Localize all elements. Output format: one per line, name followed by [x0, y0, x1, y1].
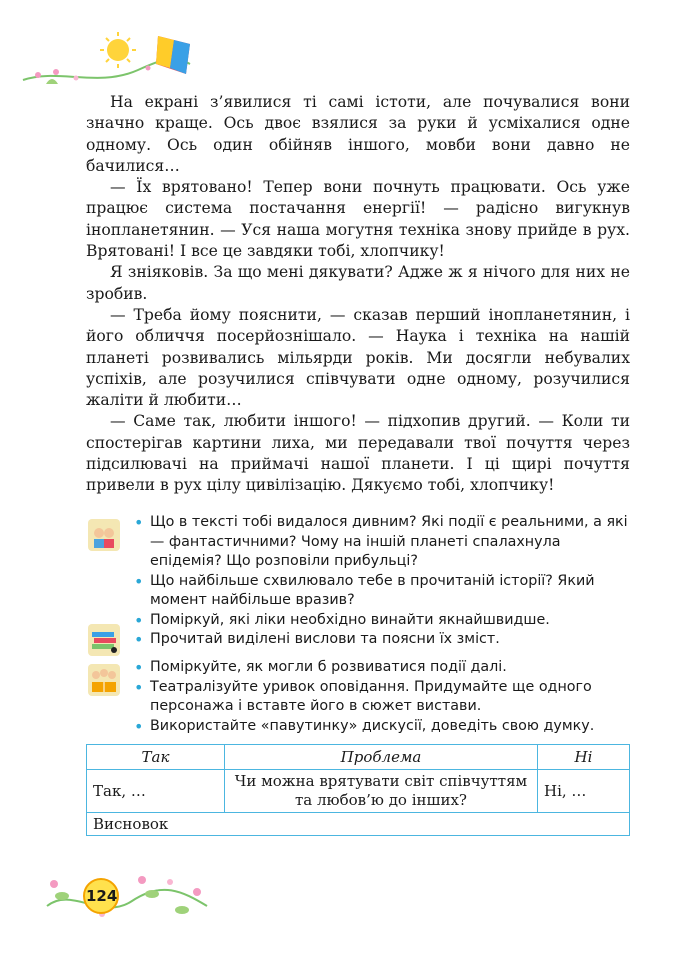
task-list [132, 630, 632, 650]
story-paragraph: — Треба йому пояснити, — сказав перший інопланетянин, і його обличчя посерйознішало. — Наука і техніка на нашій планеті розвивались мільярди років. Ми досягли небувалих успіхів, але розучилися співчувати одне одному, розучилися жаліти й любити… [86, 305, 630, 410]
task-item: • Використайте «павутинку» дискусії, доведіть свою думку. [132, 717, 632, 737]
story-paragraph: — Їх врятовано! Тепер вони почнуть працювати. Ось уже працює система постачання енергії! — радісно вигукнув інопланетянин. — Уся наша могутня техніка знову прийде в рух. Врятовані! І все це завдяки тобі, хлопчику! [86, 178, 630, 261]
table-header-row [87, 745, 630, 770]
book-stack-icon [86, 622, 122, 658]
cell-no: Ні, … [538, 770, 630, 813]
cell-conclusion: Висновок [87, 813, 630, 836]
discussion-table [86, 744, 630, 836]
task-item: • Прочитай виділені вислови та поясни їх зміст. [132, 630, 632, 650]
group-reading-icon [86, 662, 122, 698]
column-header-problem: Проблема [225, 745, 538, 770]
column-header-no: Ні [538, 745, 630, 770]
task-item: • Поміркуй, які ліки необхідно винайти якнайшвидше. [132, 611, 632, 631]
table-conclusion-row [87, 813, 630, 836]
header-sun-kite-decoration [18, 28, 198, 98]
column-header-yes: Так [87, 745, 225, 770]
task-item: • Що найбільше схвилювало тебе в прочитаній історії? Який момент найбільше вразив? [132, 572, 632, 611]
story-paragraph: На екрані з’явилися ті самі істоти, але почувалися вони значно краще. Ось двоє взялися за руки й усміхалися одне одному. Ось один обійняв іншого, мовби вони давно не бачилися… [86, 93, 630, 175]
story-paragraph: — Саме так, любити іншого! — підхопив другий. — Коли ти спостерігав картини лиха, ми передавали твої почуття через підсилювачі на приймачі нашої планети. І ці щирі почуття привели в рух цілу цивілізацію. Дякуємо тобі, хлопчику! [86, 412, 630, 495]
cell-yes: Так, … [87, 770, 225, 813]
task-list [132, 513, 632, 630]
task-item: • Що в тексті тобі видалося дивним? Які події є реальними, а які — фантастичними? Чому на іншій планеті спалахнула епідемія? Що розповіли прибульці? [132, 513, 632, 572]
reading-children-icon [86, 517, 122, 553]
table-row [87, 770, 630, 813]
story-paragraph: Я зніяковів. За що мені дякувати? Адже ж я нічого для них не зробив. [86, 263, 630, 303]
page-number: 124 [86, 887, 118, 905]
task-list [132, 658, 632, 736]
floral-decoration-icon [42, 866, 212, 926]
task-item: • Поміркуйте, як могли б розвиватися події далі. [132, 658, 632, 678]
page-number-badge [42, 866, 212, 926]
cell-problem: Чи можна врятувати світ співчуттям та любов’ю до інших? [225, 770, 538, 813]
task-item: • Театралізуйте уривок оповідання. Придумайте ще одного персонажа і вставте його в сюжет вистави. [132, 678, 632, 717]
story-text [86, 92, 630, 497]
